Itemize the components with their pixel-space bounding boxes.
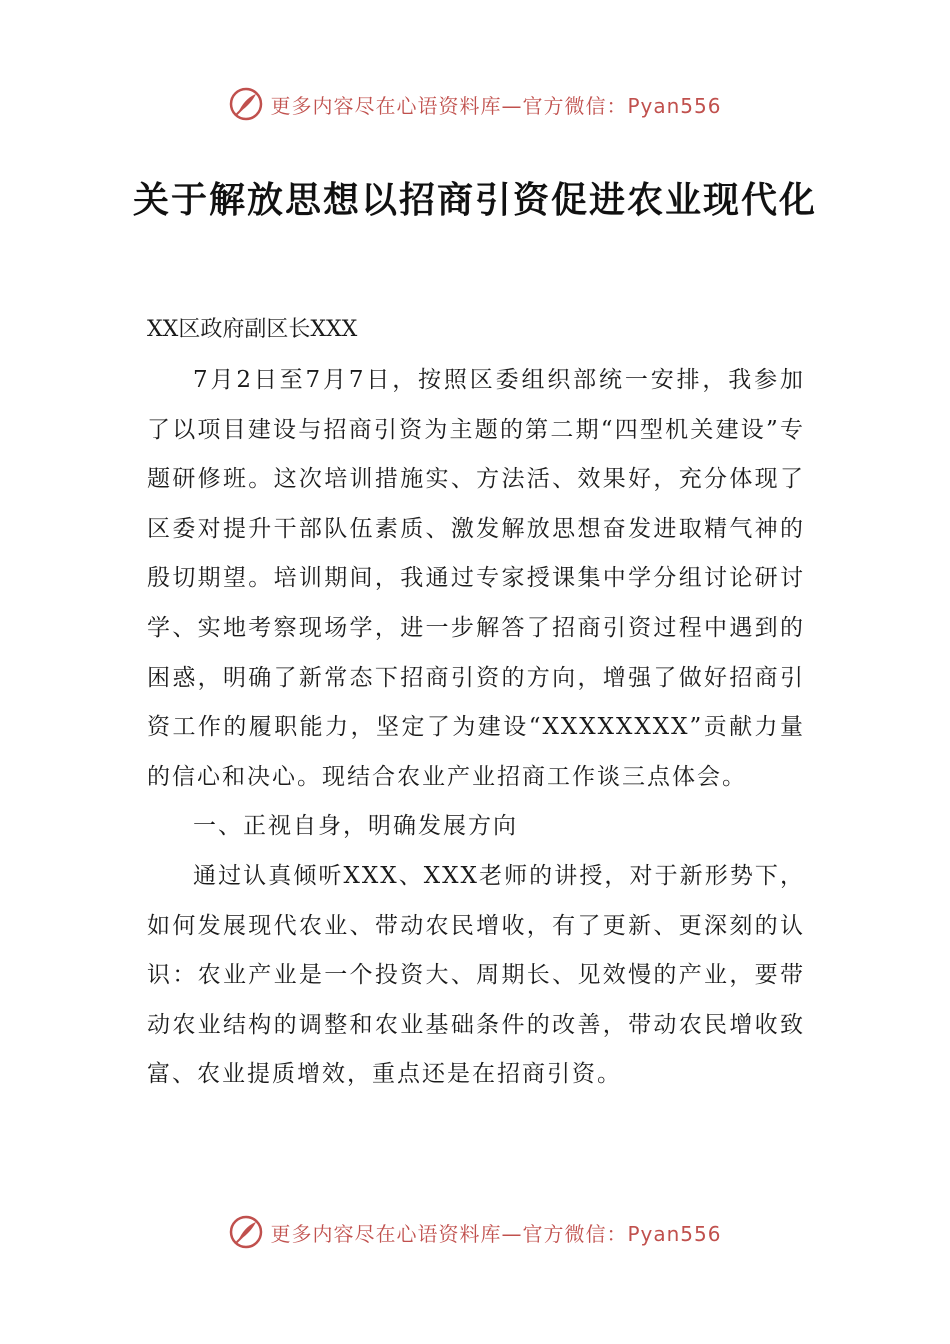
paragraph-1: 7月2日至7月7日，按照区委组织部统一安排，我参加了以项目建设与招商引资为主题的第二期“四型机关建设”专题研修班。这次培训措施实、方法活、效果好，充分体现了区委对提升干部队伍素质、激发解放思想奋发进取精气神的殷切期望。培训期间，我通过专家授课集中学分组讨论研讨学、实地考察现场学，进一步解答了招商引资过程中遇到的困惑，明确了新常态下招商引资的方向，增强了做好招商引资工作的履职能力，坚定了为建设“XXXXXXXX”贡献力量的信心和决心。现结合农业产业招商工作谈三点体会。 — [147, 367, 805, 790]
paragraph-2: 通过认真倾听XXX、XXX老师的讲授，对于新形势下，如何发展现代农业、带动农民增收，有了更新、更深刻的认识：农业产业是一个投资大、周期长、见效慢的产业，要带动农业结构的调整和农业基础条件的改善，带动农民增收致富、农业提质增效，重点还是在招商引资。 — [147, 862, 805, 1088]
feather-pen-circle-icon — [228, 86, 264, 122]
document-author: XX区政府副区长XXX — [147, 317, 358, 342]
document-body — [147, 356, 805, 1100]
section-heading-1: 一、正视自身，明确发展方向 — [193, 813, 518, 840]
watermark-banner-top — [0, 82, 950, 126]
watermark-text: 更多内容尽在心语资料库—官方微信：Pyan556 — [270, 93, 722, 118]
document-title: 关于解放思想以招商引资促进农业现代化 — [132, 179, 817, 221]
watermark-text: 更多内容尽在心语资料库—官方微信：Pyan556 — [270, 1221, 722, 1246]
watermark-banner-bottom — [0, 1210, 950, 1254]
feather-pen-circle-icon — [228, 1214, 264, 1250]
